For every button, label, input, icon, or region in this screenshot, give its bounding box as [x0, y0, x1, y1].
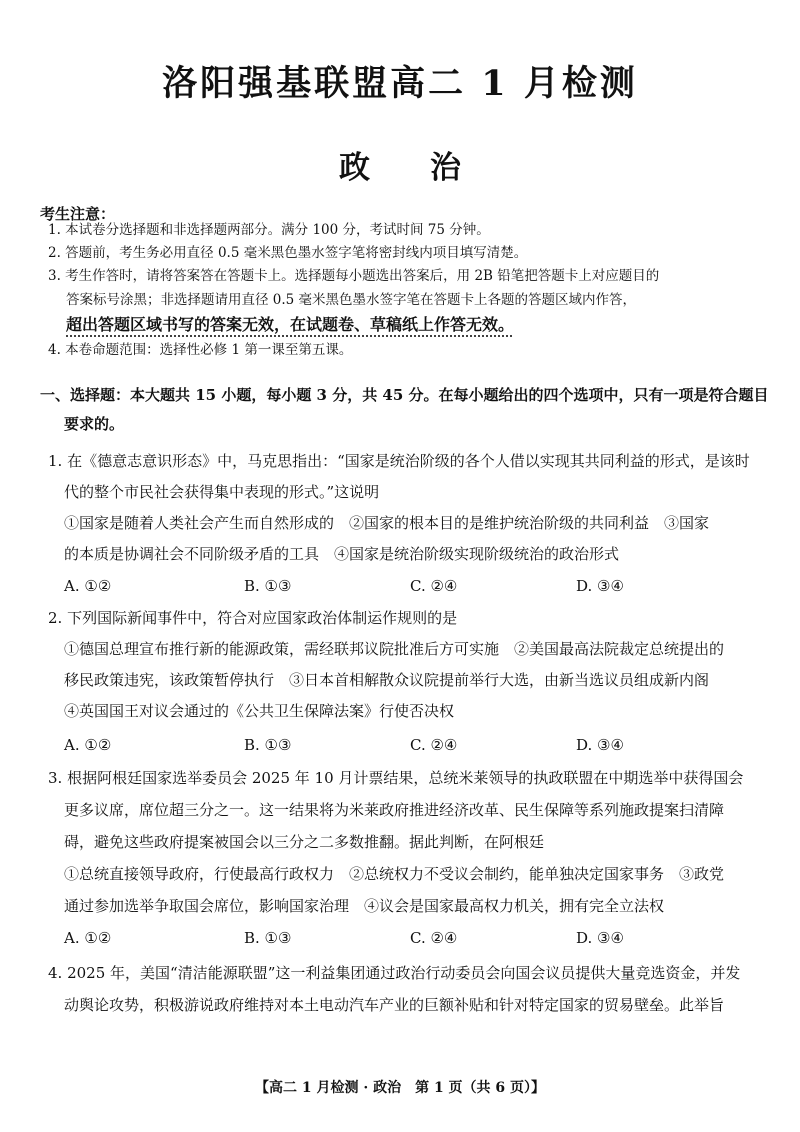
- notice-item-1: 1. 本试卷分选择题和非选择题两部分。满分 100 分，考试时间 75 分钟。: [48, 222, 490, 238]
- q2-option-d: D. ③④: [576, 736, 624, 754]
- q2-statements-end: ④英国国王对议会通过的《公共卫生保障法案》行使否决权: [64, 702, 455, 720]
- q3-option-a: A. ①②: [64, 929, 112, 947]
- section-heading-cont: 要求的。: [64, 415, 125, 433]
- q3-stem-end: 碍，避免这些政府提案被国会以三分之二多数推翻。据此判断，在阿根廷: [64, 833, 545, 851]
- notice-emphasis: 超出答题区域书写的答案无效，在试题卷、草稿纸上作答无效。: [66, 315, 515, 334]
- q2-statements: ①德国总理宣布推行新的能源政策，需经联邦议院批准后方可实施 ②美国最高法院裁定总统提出的: [64, 640, 725, 658]
- q1-stem-cont: 代的整个市民社会获得集中表现的形式。”这说明: [64, 483, 380, 501]
- q4-stem: 4. 2025 年，美国“清洁能源联盟”这一利益集团通过政治行动委员会向国会议员提供大量竞选资金，并发: [48, 964, 741, 982]
- q3-stem: 3. 根据阿根廷国家选举委员会 2025 年 10 月计票结果，总统米莱领导的执政联盟在中期选举中获得国会: [48, 769, 744, 787]
- q3-statements: ①总统直接领导政府，行使最高行政权力 ②总统权力不受议会制约，能单独决定国家事务 ③政党: [64, 865, 725, 883]
- q2-statements-cont: 移民政策违宪，该政策暂停执行 ③日本首相解散众议院提前举行大选，由新当选议员组成新内阁: [64, 671, 710, 689]
- notice-item-3: 3. 考生作答时，请将答案答在答题卡上。选择题每小题选出答案后，用 2B 铅笔把答题卡上对应题目的: [48, 268, 660, 284]
- q2-option-b: B. ①③: [244, 736, 292, 754]
- q3-statements-cont: 通过参加选举争取国会席位，影响国家治理 ④议会是国家最高权力机关，拥有完全立法权: [64, 897, 665, 915]
- notice-item-3-cont: 答案标号涂黑；非选择题请用直径 0.5 毫米黑色墨水签字笔在答题卡上各题的答题区域内作答，: [66, 292, 637, 308]
- notice-heading: 考生注意：: [40, 205, 116, 223]
- q1-option-d: D. ③④: [576, 577, 624, 595]
- q1-statements: ①国家是随着人类社会产生而自然形成的 ②国家的根本目的是维护统治阶级的共同利益 ③国家: [64, 514, 710, 532]
- exam-title: 洛阳强基联盟高二 1 月检测: [162, 63, 638, 104]
- q1-option-c: C. ②④: [410, 577, 458, 595]
- q3-option-b: B. ①③: [244, 929, 292, 947]
- page-footer: 【高二 1 月检测 · 政治 第 1 页（共 6 页）】: [254, 1080, 546, 1096]
- q1-option-b: B. ①③: [244, 577, 292, 595]
- subject-title: 政治: [339, 150, 521, 186]
- notice-item-4: 4. 本卷命题范围：选择性必修 1 第一课至第五课。: [48, 342, 353, 358]
- q3-option-d: D. ③④: [576, 929, 624, 947]
- q3-option-c: C. ②④: [410, 929, 458, 947]
- q2-option-c: C. ②④: [410, 736, 458, 754]
- q2-option-a: A. ①②: [64, 736, 112, 754]
- q2-stem: 2. 下列国际新闻事件中，符合对应国家政治体制运作规则的是: [48, 609, 458, 627]
- q1-statements-cont: 的本质是协调社会不同阶级矛盾的工具 ④国家是统治阶级实现阶级统治的政治形式: [64, 545, 620, 563]
- q4-stem-cont: 动舆论攻势，积极游说政府维持对本土电动汽车产业的巨额补贴和针对特定国家的贸易壁垒。此举旨: [64, 996, 725, 1014]
- q1-option-a: A. ①②: [64, 577, 112, 595]
- q3-stem-cont: 更多议席，席位超三分之一。这一结果将为米莱政府推进经济改革、民生保障等系列施政提案扫清障: [64, 801, 725, 819]
- notice-item-2: 2. 答题前，考生务必用直径 0.5 毫米黑色墨水签字笔将密封线内项目填写清楚。: [48, 245, 528, 261]
- section-heading: 一、选择题：本大题共 15 小题，每小题 3 分，共 45 分。在每小题给出的四个选项中，只有一项是符合题目: [40, 386, 769, 404]
- q1-stem: 1. 在《德意志意识形态》中，马克思指出：“国家是统治阶级的各个人借以实现其共同利益的形式，是该时: [48, 452, 750, 470]
